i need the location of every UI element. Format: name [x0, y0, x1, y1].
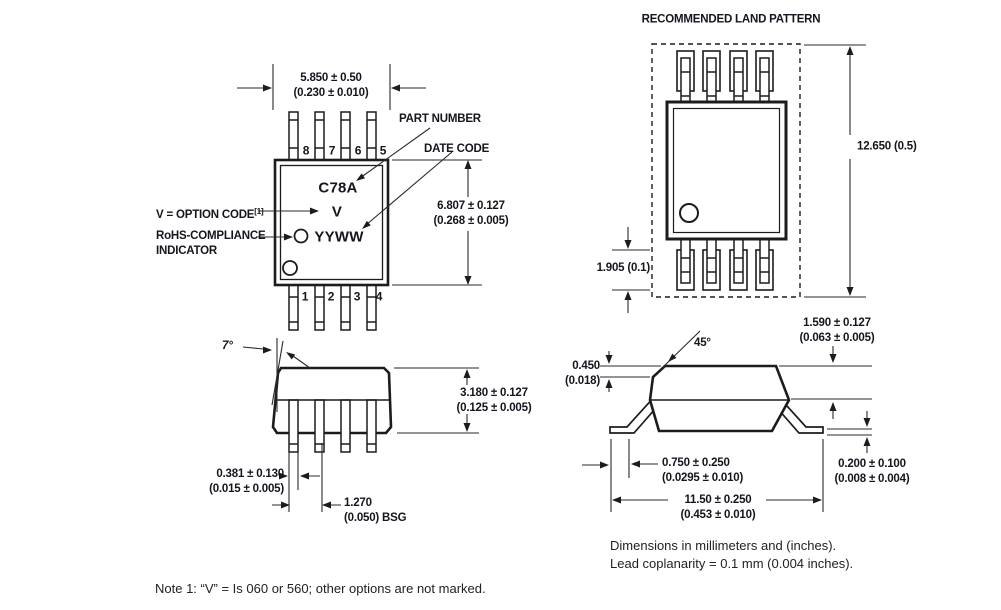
rohs-label — [156, 229, 265, 259]
marking-date-code: YYWW — [314, 228, 364, 246]
dim-foot-length-in: (0.0295 ± 0.010) — [662, 472, 744, 484]
dim-body-width-mm: 5.850 ± 0.50 — [300, 72, 362, 84]
pin-number-6: 6 — [354, 143, 362, 158]
land-pattern-drawing — [612, 44, 866, 313]
dim-body-height-mm: 6.807 ± 0.127 — [437, 200, 505, 212]
pin-number-4: 4 — [375, 289, 383, 304]
dim-top-chamfer-label — [565, 359, 600, 389]
rohs-label-line1: RoHS-COMPLIANCE — [156, 230, 266, 242]
dim-standoff-label — [835, 457, 910, 487]
marking-part-number: C78A — [318, 179, 358, 197]
dimension-units-note — [610, 537, 853, 572]
pin-number-2: 2 — [327, 289, 335, 304]
footnote-1: Note 1: “V” = Is 060 or 560; other options are not marked. — [155, 581, 486, 596]
dim-shoulder-mm: 1.590 ± 0.127 — [803, 317, 871, 329]
dim-lead-span-label — [681, 493, 756, 523]
pin-number-5: 5 — [379, 143, 387, 158]
marking-option-code: V — [331, 203, 343, 221]
dim-thickness-in: (0.125 ± 0.005) — [456, 402, 532, 414]
pin-number-3: 3 — [353, 289, 361, 304]
dim-body-width-in: (0.230 ± 0.010) — [293, 87, 369, 99]
pin-number-1: 1 — [301, 289, 309, 304]
dim-thickness-mm: 3.180 ± 0.127 — [460, 387, 528, 399]
pin-number-7: 7 — [328, 143, 336, 158]
dim-top-chamfer-in: (0.018) — [564, 375, 600, 387]
dim-standoff-in: (0.008 ± 0.004) — [834, 473, 910, 485]
dim-shoulder-label — [800, 316, 875, 346]
option-code-footnote: [1] — [254, 207, 264, 216]
dim-lead-width-in: (0.015 ± 0.005) — [209, 483, 284, 495]
land-pattern-title: RECOMMENDED LAND PATTERN — [641, 13, 821, 26]
dim-lead-pitch-in: (0.050) BSG — [344, 512, 407, 524]
dim-shoulder-in: (0.063 ± 0.005) — [799, 332, 875, 344]
dim-lead-pitch-mm: 1.270 — [344, 497, 372, 509]
date-code-label: DATE CODE — [424, 143, 490, 155]
dimension-units-line2: Lead coplanarity = 0.1 mm (0.004 inches). — [610, 555, 854, 571]
dim-foot-length-label — [662, 456, 743, 486]
dim-body-height-in: (0.268 ± 0.005) — [433, 215, 509, 227]
dim-pad-length-label: 1.905 (0.1) — [596, 262, 650, 274]
dim-chamfer-angle-label: 45° — [694, 337, 711, 349]
option-code-text: V = OPTION CODE — [156, 209, 255, 221]
dim-land-length-label: 12.650 (0.5) — [857, 140, 917, 153]
option-code-label — [156, 204, 263, 223]
dim-foot-length-mm: 0.750 ± 0.250 — [662, 457, 730, 469]
dimension-units-line1: Dimensions in millimeters and (inches). — [610, 538, 837, 553]
dim-lead-angle-label: 7° — [222, 340, 233, 352]
dim-top-chamfer-mm: 0.450 — [572, 360, 600, 372]
dim-lead-span-mm: 11.50 ± 0.250 — [684, 494, 752, 506]
dim-lead-pitch-label — [344, 496, 406, 526]
dim-standoff-mm: 0.200 ± 0.100 — [838, 458, 906, 470]
dim-body-width-label — [294, 71, 369, 101]
dim-lead-span-in: (0.453 ± 0.010) — [680, 509, 756, 521]
dim-body-height-label — [434, 199, 509, 229]
dim-lead-width-mm: 0.381 ± 0.130 — [216, 468, 284, 480]
rohs-label-line2: INDICATOR — [156, 245, 218, 257]
pin-number-8: 8 — [302, 143, 310, 158]
dim-thickness-label — [457, 386, 532, 416]
part-number-label: PART NUMBER — [399, 113, 481, 125]
dim-lead-width-label — [209, 467, 284, 497]
side-body-outline — [650, 366, 789, 431]
